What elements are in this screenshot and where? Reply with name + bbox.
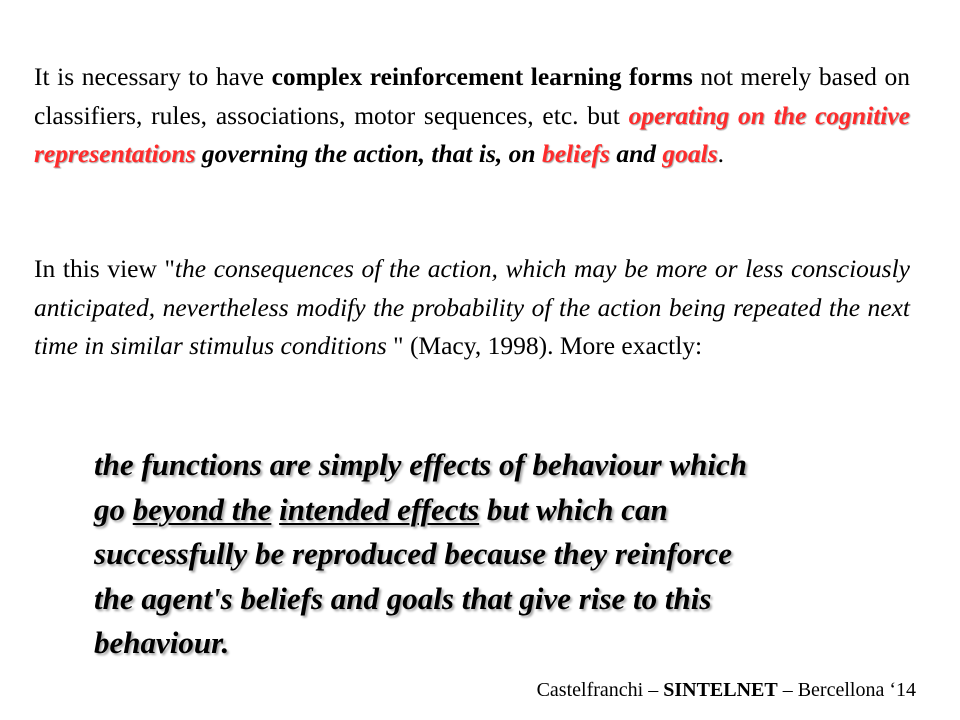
emphasis-bold-italic: governing the action, that is, on — [195, 139, 542, 168]
quote-line: the functions are simply effects of behaviour which — [94, 447, 748, 482]
quote-line — [94, 488, 894, 533]
emphasis-bold-italic: and — [609, 139, 663, 168]
quote-line: successfully be reproduced because they reinforce — [94, 536, 732, 571]
text-run: . — [717, 139, 725, 168]
text-run: In this view " — [34, 254, 175, 283]
emphasis-bold: complex reinforcement learning forms — [271, 62, 693, 91]
intro-paragraph — [34, 58, 910, 174]
quote-text: go — [94, 491, 133, 527]
highlight-red: operating on the cognitive representations — [34, 100, 911, 168]
highlight-red-goals: goals — [662, 139, 718, 168]
footer-author: Castelfranchi – — [536, 679, 664, 701]
citation-quote: the consequences of the action, which may be more or less consciously anticipated, nevertheless modify the probability of the action being repeated the next time in similar stimulus conditions — [34, 254, 910, 360]
text-run: " (Macy, 1998). More exactly: — [386, 331, 703, 360]
quote-text — [271, 492, 279, 527]
view-paragraph — [34, 250, 910, 366]
text-run: It is necessary to have — [34, 62, 272, 91]
quote-line: behaviour. — [94, 625, 230, 660]
highlight-red-beliefs: beliefs — [541, 139, 610, 168]
text-run: not merely based on classifiers, rules, associations, motor sequences, etc. but — [34, 62, 910, 130]
quote-text: but which can — [479, 491, 668, 527]
footer-place: – Bercellona ‘14 — [777, 679, 916, 701]
footer-project: SINTELNET — [663, 679, 778, 701]
slide-footer — [537, 678, 916, 702]
underlined-beyond: beyond the — [132, 491, 272, 527]
underlined-intended-effects: intended effects — [279, 491, 480, 527]
quote-line: the agent's beliefs and goals that give rise to this — [94, 580, 712, 616]
definition-quote — [94, 443, 894, 666]
